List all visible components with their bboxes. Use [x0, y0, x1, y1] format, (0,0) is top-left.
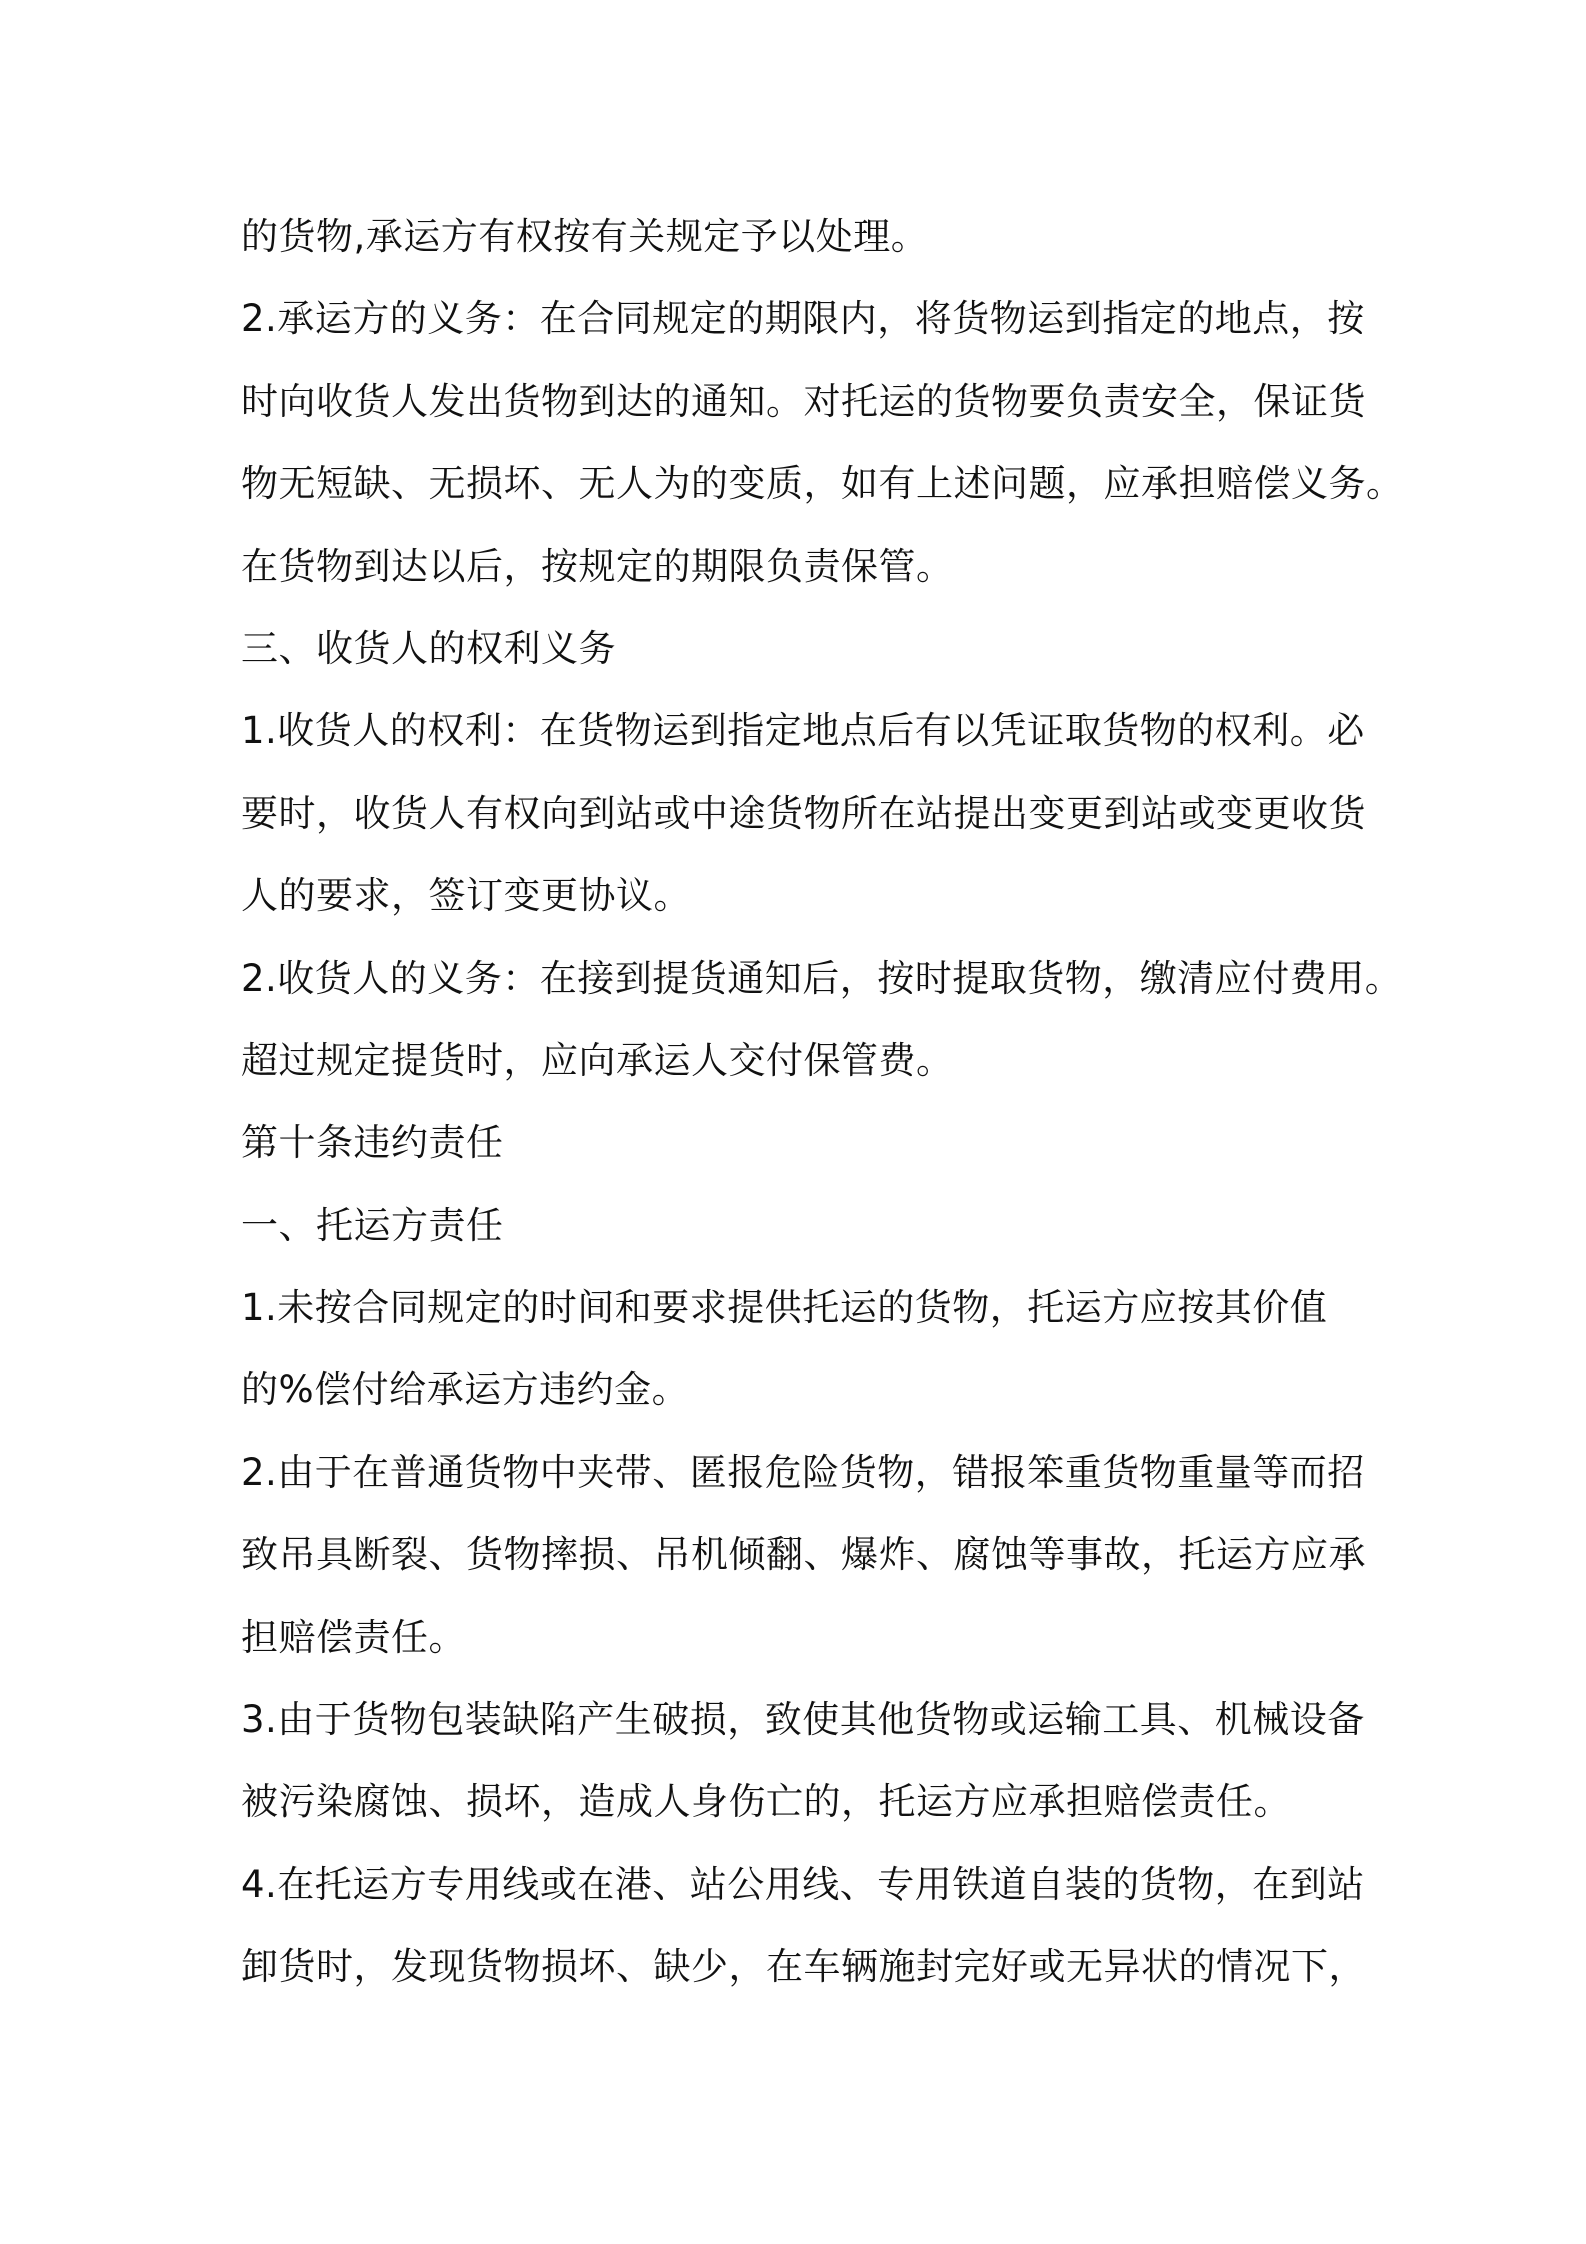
text-line: 担赔偿责任。 — [241, 1615, 466, 1659]
text-line: 1.未按合同规定的时间和要求提供托运的货物，托运方应按其价值 — [241, 1286, 1328, 1330]
text-line: 卸货时，发现货物损坏、缺少，在车辆施封完好或无异状的情况下， — [241, 1945, 1366, 1989]
text-line: 物无短缺、无损坏、无人为的变质，如有上述问题，应承担赔偿义务。 — [241, 462, 1404, 506]
text-line: 2.承运方的义务：在合同规定的期限内，将货物运到指定的地点，按 — [241, 297, 1365, 341]
text-line: 3.由于货物包装缺陷产生破损，致使其他货物或运输工具、机械设备 — [241, 1698, 1365, 1742]
text-line: 时向收货人发出货物到达的通知。对托运的货物要负责安全，保证货 — [241, 379, 1366, 423]
text-line: 致吊具断裂、货物摔损、吊机倾翻、爆炸、腐蚀等事故，托运方应承 — [241, 1533, 1366, 1577]
text-line: 人的要求，签订变更协议。 — [241, 874, 691, 918]
text-line: 2.收货人的义务：在接到提货通知后，按时提取货物，缴清应付费用。 — [241, 956, 1403, 1000]
section-heading: 三、收货人的权利义务 — [241, 626, 616, 670]
text-line: 被污染腐蚀、损坏，造成人身伤亡的，托运方应承担赔偿责任。 — [241, 1780, 1291, 1824]
text-line: 的%偿付给承运方违约金。 — [241, 1368, 690, 1412]
text-line: 1.收货人的权利：在货物运到指定地点后有以凭证取货物的权利。必 — [241, 709, 1365, 753]
article-heading: 第十条违约责任 — [241, 1121, 504, 1165]
document-body — [241, 196, 1404, 2009]
text-line: 要时，收货人有权向到站或中途货物所在站提出变更到站或变更收货 — [241, 791, 1366, 835]
text-line: 2.由于在普通货物中夹带、匿报危险货物，错报笨重货物重量等而招 — [241, 1450, 1365, 1494]
section-heading: 一、托运方责任 — [241, 1203, 504, 1247]
text-line: 4.在托运方专用线或在港、站公用线、专用铁道自装的货物，在到站 — [241, 1862, 1365, 1906]
text-line: 在货物到达以后，按规定的期限负责保管。 — [241, 544, 954, 588]
text-line: 的货物,承运方有权按有关规定予以处理。 — [241, 215, 929, 258]
text-line: 超过规定提货时，应向承运人交付保管费。 — [241, 1038, 954, 1082]
